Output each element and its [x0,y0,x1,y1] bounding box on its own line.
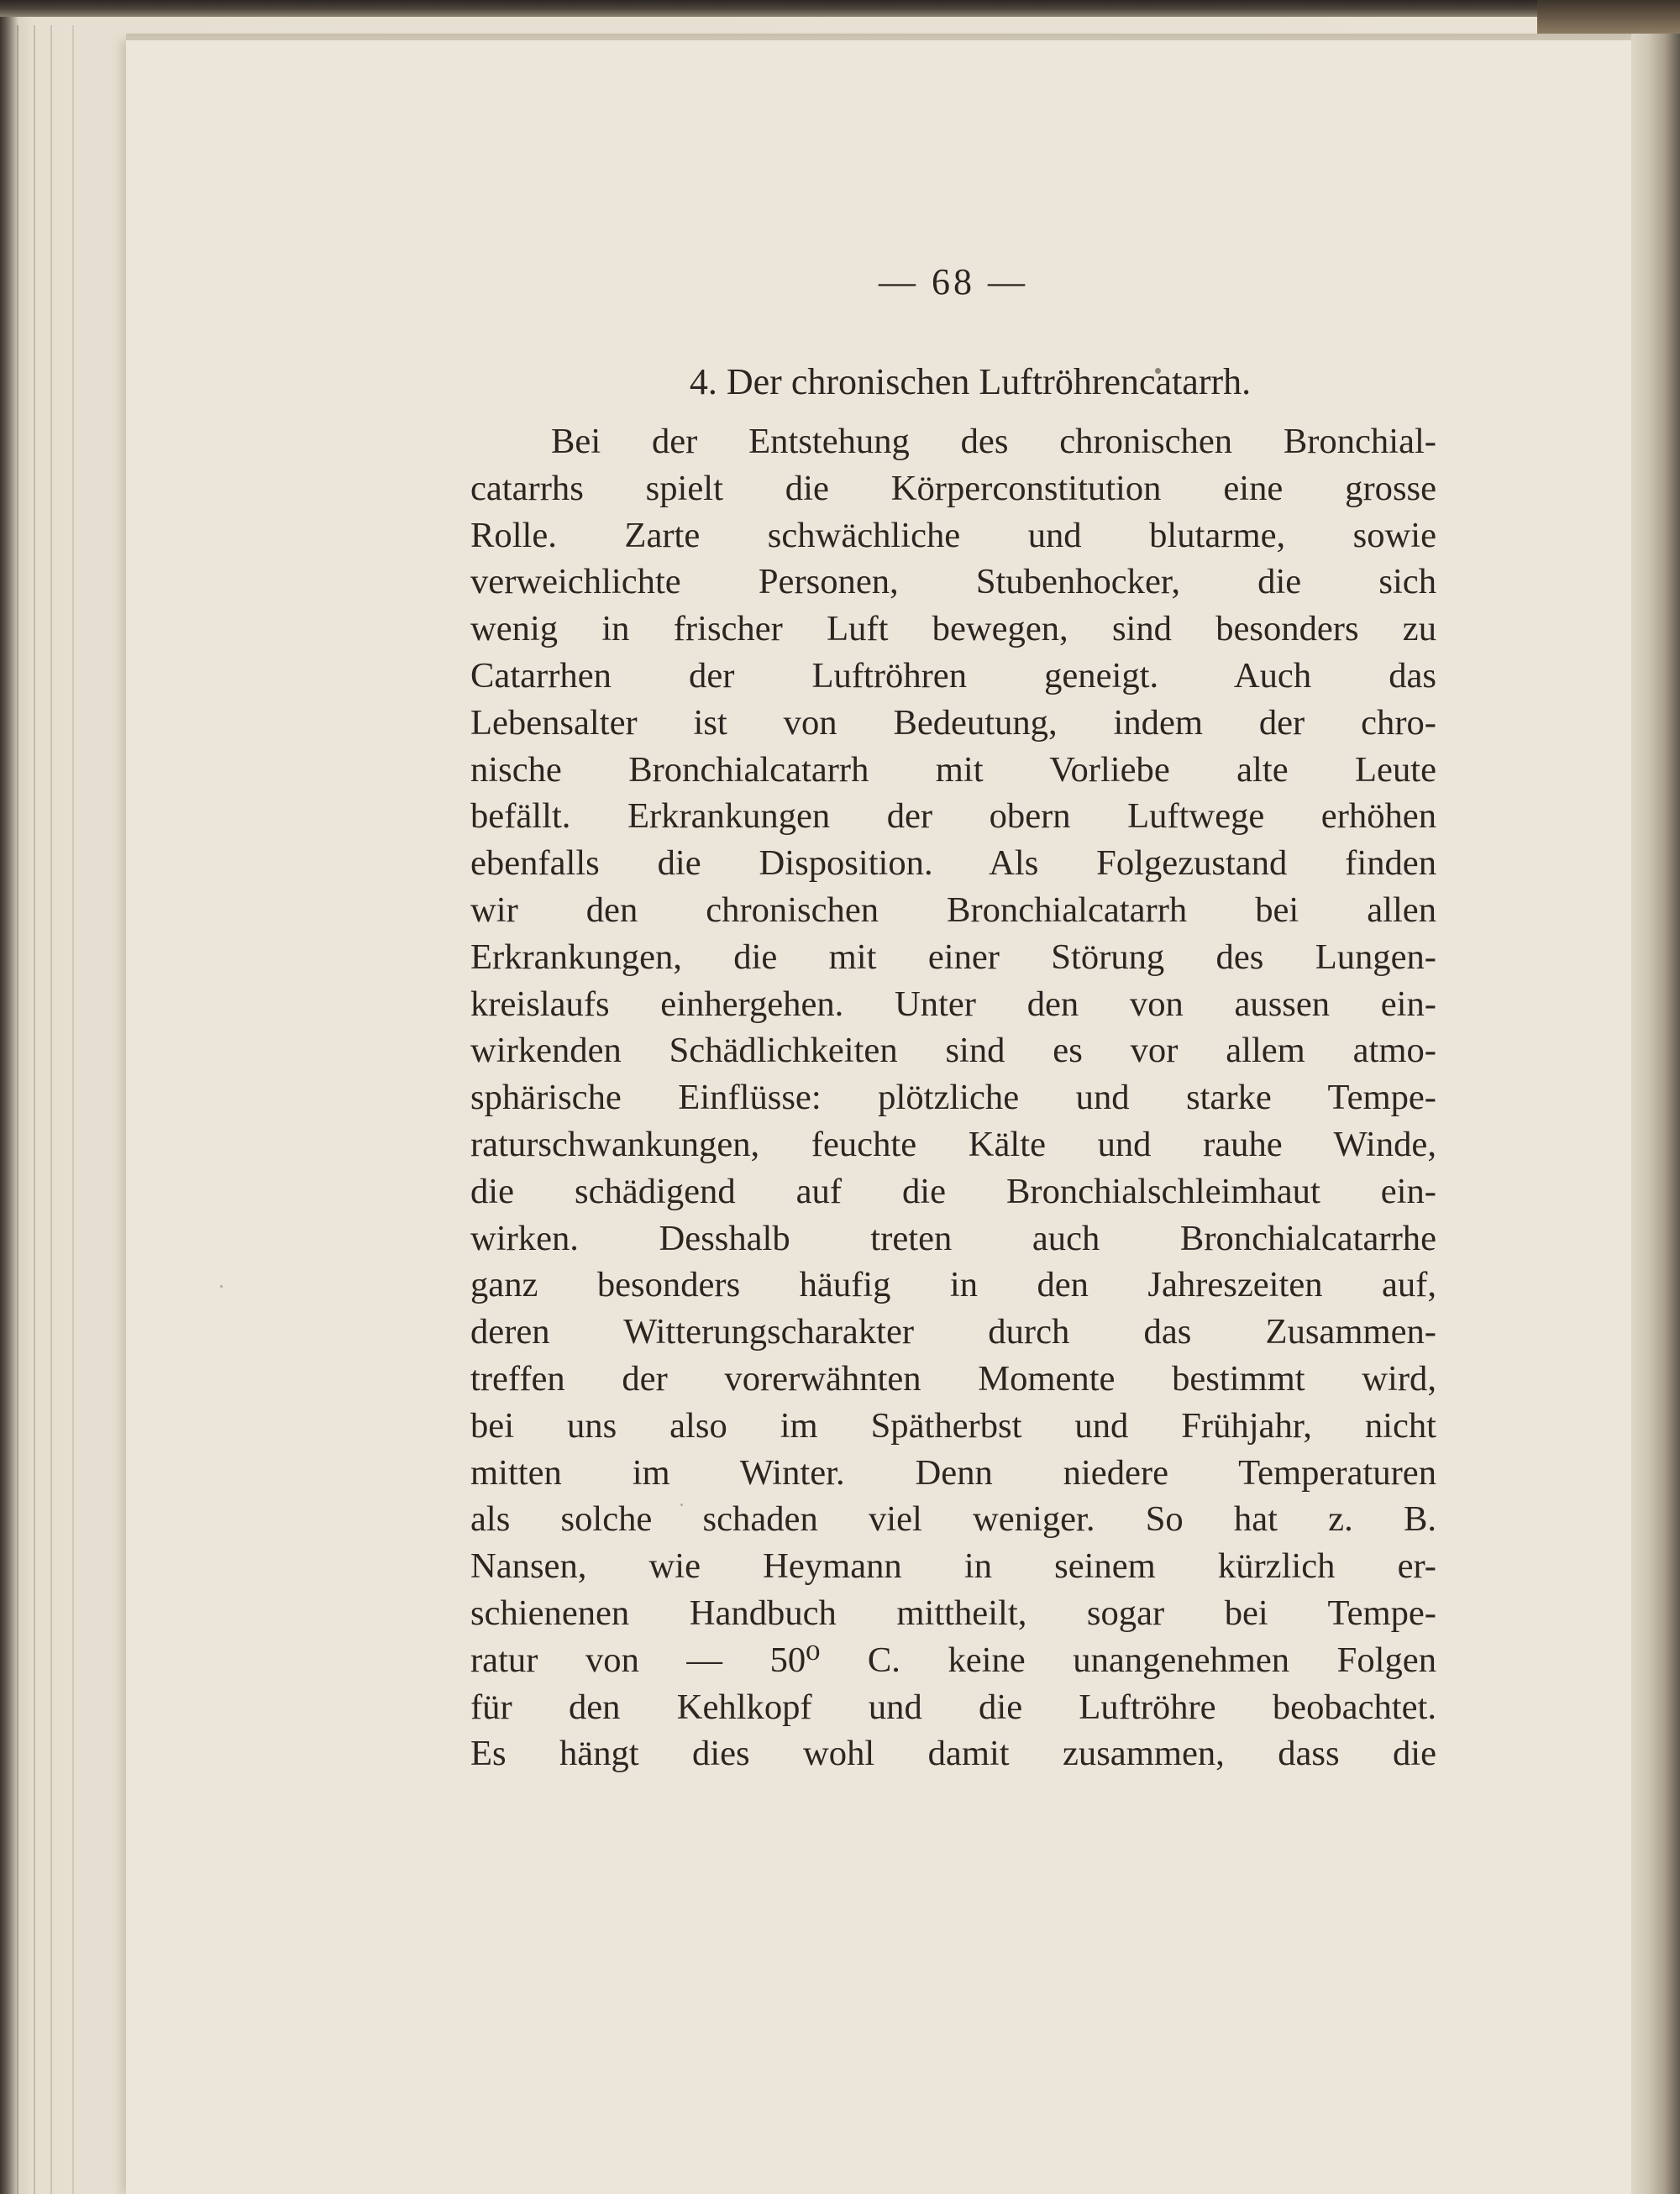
ink-speck [220,1285,223,1288]
text-line: verweichlichte Personen, Stubenhocker, die sich [470,562,1436,602]
text-line: wir den chronischen Bronchialcatarrh bei allen [470,890,1436,930]
text-line: kreislaufs einhergehen. Unter den von aussen ein- [470,984,1436,1024]
text-line: Es hängt dies wohl damit zusammen, dass die [470,1734,1436,1774]
right-page-edge [1631,34,1680,2194]
text-line: die schädigend auf die Bronchialschleimhaut ein- [470,1171,1436,1211]
page-edge [17,25,18,2194]
body-paragraph [470,418,1436,1777]
section-heading: 4. Der chronischen Luftröhrencatarrh. [689,361,1252,402]
text-line: mitten im Winter. Denn niedere Temperaturen [470,1452,1436,1493]
page-text [470,260,1436,1777]
text-line: wirken. Desshalb treten auch Bronchialcatarrhe [470,1218,1436,1258]
text-line: sphärische Einflüsse: plötzliche und starke Tempe- [470,1078,1436,1118]
text-line: bei uns also im Spätherbst und Frühjahr, nicht [470,1405,1436,1446]
page-number: — 68 — [879,261,1028,302]
cover-top-edge [0,0,1680,17]
text-line: für den Kehlkopf und die Luftröhre beobachtet. [470,1687,1436,1727]
text-line: Nansen, wie Heymann in seinem kürzlich er- [470,1546,1436,1587]
text-line: wirkenden Schädlichkeiten sind es vor allem atmo- [470,1031,1436,1071]
text-line: Erkrankungen, die mit einer Störung des Lungen- [470,937,1436,977]
text-line: als solche schaden viel weniger. So hat z. B. [470,1499,1436,1540]
text-line: schienenen Handbuch mittheilt, sogar bei Tempe- [470,1593,1436,1633]
text-line: ratur von — 50⁰ C. keine unangenehmen Folgen [470,1640,1436,1680]
text-line: Rolle. Zarte schwächliche und blutarme, sowie [470,515,1436,555]
text-line: raturschwankungen, feuchte Kälte und rauhe Winde, [470,1124,1436,1164]
text-line: wenig in frischer Luft bewegen, sind besonders zu [470,609,1436,649]
text-line: nische Bronchialcatarrh mit Vorliebe alte Leute [470,749,1436,790]
page-edge [50,25,52,2194]
text-line: catarrhs spielt die Körperconstitution eine grosse [470,468,1436,508]
text-line: Lebensalter ist von Bedeutung, indem der chro- [470,702,1436,743]
text-line: ganz besonders häufig in den Jahreszeiten auf, [470,1265,1436,1305]
text-line: Bei der Entstehung des chronischen Bronchial- [551,422,1436,461]
text-line: deren Witterungscharakter durch das Zusammen- [470,1312,1436,1352]
text-line: Catarrhen der Luftröhren geneigt. Auch das [470,655,1436,695]
text-line: ebenfalls die Disposition. Als Folgezustand finden [470,843,1436,884]
text-line: befällt. Erkrankungen der obern Luftwege erhöhen [470,796,1436,837]
page-edge [34,25,35,2194]
page-edge [72,25,74,2194]
text-line: treffen der vorerwähnten Momente bestimmt wird, [470,1358,1436,1399]
